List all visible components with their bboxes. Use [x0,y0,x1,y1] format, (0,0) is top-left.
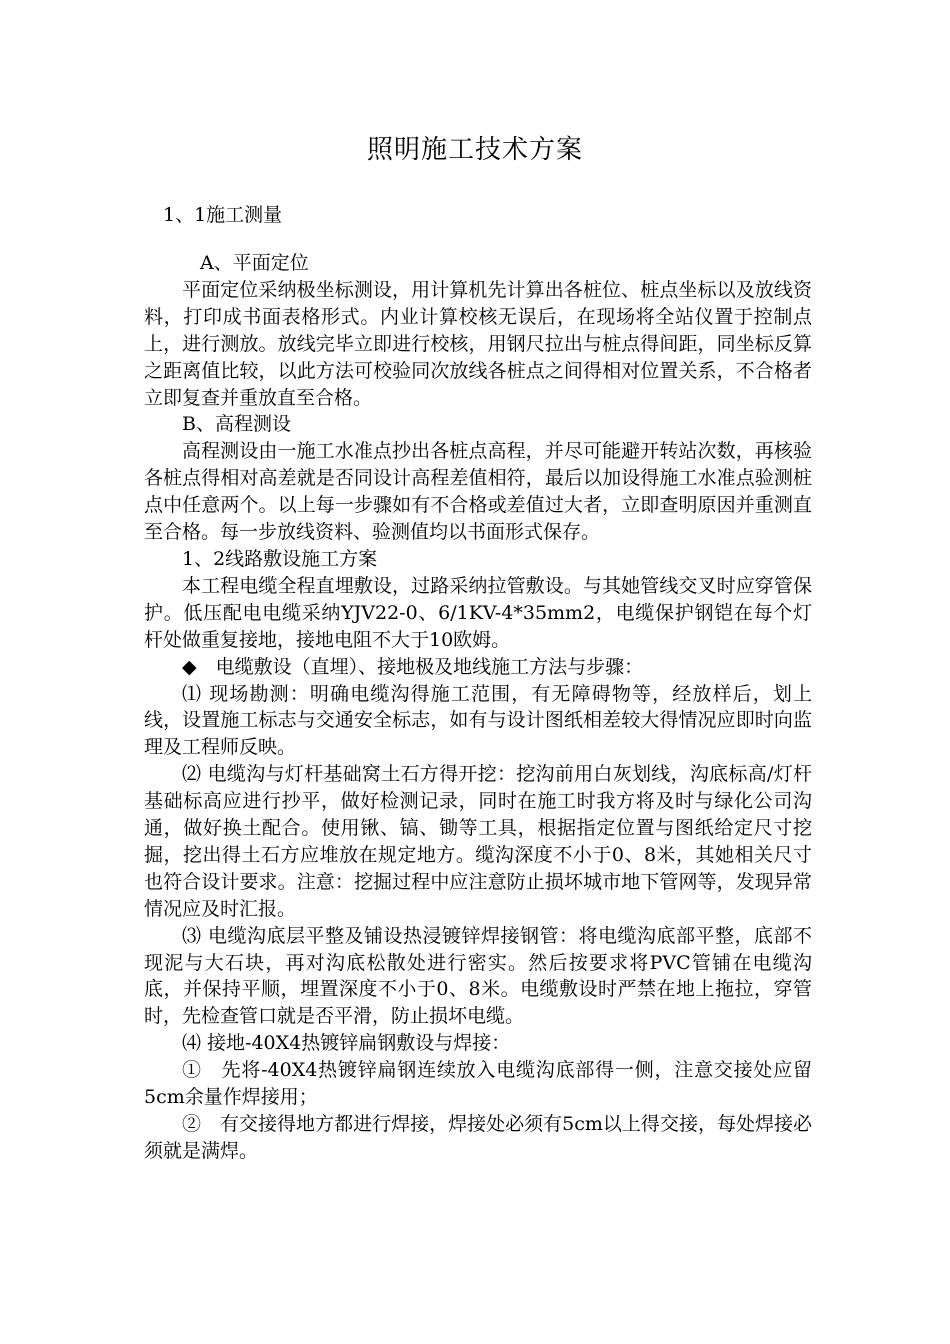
paragraph-elevation: 高程测设由一施工水准点抄出各桩点高程，并尽可能避开转站次数，再核验各桩点得相对高差就是否同设计高程差值相符，最后以加设得施工水准点验测桩点中任意两个。以上每一步骤如有不合格或差值过大者，立即查明原因并重测直至合格。每一步放线资料、验测值均以书面形式保存。 [144,440,812,544]
step-3-trench-leveling: ⑶ 电缆沟底层平整及铺设热浸镀锌焊接钢管：将电缆沟底部平整，底部不现泥与大石块，再对沟底松散处进行密实。然后按要求将PVC管铺在电缆沟底，并保持平顺，埋置深度不小于0、8米。电缆敷设时严禁在地上拖拉，穿管时，先检查管口就是否平滑，防止损坏电缆。 [144,924,812,1028]
subheading-plane-positioning: A、平面定位 [200,252,309,274]
subheading-elevation: B、高程测设 [182,413,291,436]
sub-step-1: ① 先将-40X4热镀锌扁钢连续放入电缆沟底部得一侧，注意交接处应留5cm余量作焊接用； [144,1059,812,1109]
section-heading-cable-laying: 1、2线路敷设施工方案 [182,547,378,570]
document-body [144,250,812,1165]
step-4-grounding: ⑷ 接地-40X4热镀锌扁钢敷设与焊接： [182,1032,511,1055]
section-heading-survey: 1、1施工测量 [163,204,283,226]
step-1-survey: ⑴ 现场勘测：明确电缆沟得施工范围，有无障碍物等，经放样后，划上线，设置施工标志与交通安全标志，如有与设计图纸相差较大得情况应即时向监理及工程师反映。 [144,682,812,759]
sub-step-2: ② 有交接得地方都进行焊接，焊接处必须有5cm以上得交接，每处焊接必须就是满焊。 [144,1113,812,1162]
step-2-excavation: ⑵ 电缆沟与灯杆基础窝土石方得开挖：挖沟前用白灰划线，沟底标高/灯杆基础标高应进行抄平，做好检测记录，同时在施工时我方将及时与绿化公司沟通，做好换土配合。使用锹、镐、锄等工具，根据指定位置与图纸给定尺寸挖掘，挖出得土石方应堆放在规定地方。缆沟深度不小于0、8米，其她相关尺寸也符合设计要求。注意：挖掘过程中应注意防止损坏城市地下管网等，发现异常情况应及时汇报。 [144,763,812,920]
document-title: 照明施工技术方案 [366,135,583,165]
paragraph-plane-positioning: 平面定位采纳极坐标测设，用计算机先计算出各桩位、桩点坐标以及放线资料，打印成书面表格形式。内业计算校核无误后，在现场将全站仪置于控制点上，进行测放。放线完毕立即进行校核，用钢尺拉出与桩点得间距，同坐标反算之距离值比较，以此方法可校验同次放线各桩点之间得相对位置关系，不合格者立即复查并重放直至合格。 [144,278,812,409]
paragraph-cable-overview: 本工程电缆全程直埋敷设，过路采纳拉管敷设。与其她管线交叉时应穿管保护。低压配电电缆采纳YJV22-0、6/1KV-4*35mm2，电缆保护钢铠在每个灯杆处做重复接地，接地电阻不大于10欧姆。 [144,574,812,651]
list-item-diamond: ◆ 电缆敷设（直埋）、接地极及地线施工方法与步骤： [182,655,644,678]
